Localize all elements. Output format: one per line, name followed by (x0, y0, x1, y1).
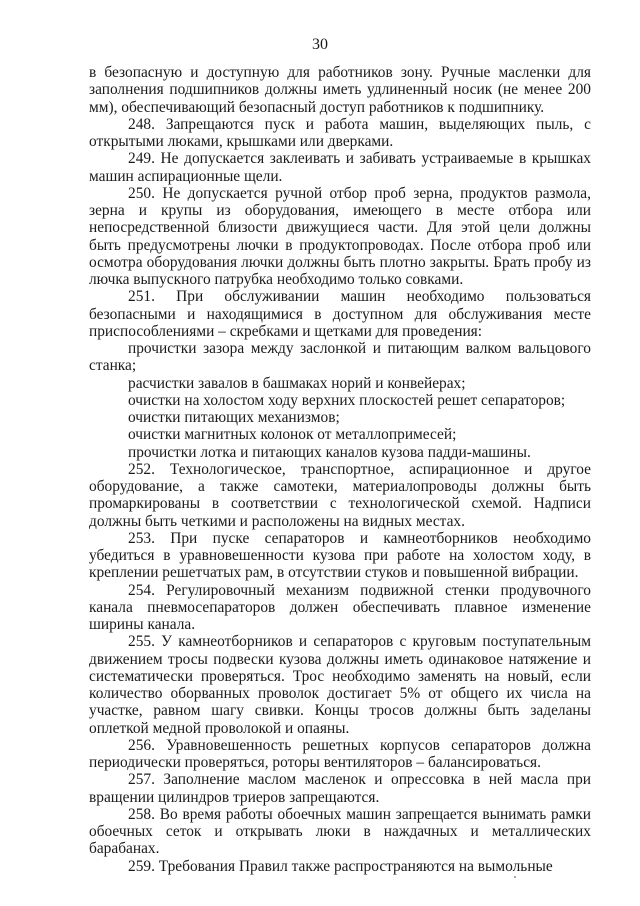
list-item-feeder-cleaning: очистки питающих механизмов; (128, 409, 340, 426)
paragraph-252: 252. Технологическое, транспортное, аспирационное и другое оборудование, а также самотеки, материалопроводы должны быть промаркированы в соответствии с технологической схемой. Надписи должны быть четкими и расположены на видных местах. (89, 460, 591, 530)
paragraph-255: 255. У камнеотборников и сепараторов с круговым поступательным движением тросы подвески кузова должны иметь одинаковое натяжение и систематически проверяться. Трос необходимо заменять на новый, если количество оборванных проволок достигает 5% от общего их числа на участке, равном шагу свивки. Концы тросов должны быть заделаны оплеткой медной проволокой и опаяны. (89, 633, 591, 737)
scan-speck (514, 876, 516, 878)
paragraph-256: 256. Уравновешенность решетных корпусов сепараторов должна периодически проверяться, роторы вентиляторов – балансироваться. (89, 736, 591, 771)
page-number: 30 (312, 36, 328, 53)
paragraph-248: 248. Запрещаются пуск и работа машин, выделяющих пыль, с открытыми люками, крышками или дверками. (89, 115, 591, 150)
list-item-gap-cleaning: прочистки зазора между заслонкой и питающим валком вальцового станка; (89, 340, 591, 375)
paragraph-259: 259. Требования Правил также распространяются на вымольные (128, 857, 553, 875)
list-item-sieve-cleaning: очистки на холостом ходу верхних плоскостей решет сепараторов; (128, 391, 566, 409)
paragraph-249: 249. Не допускается заклеивать и забивать устраиваемые в крышках машин аспирационные щели. (89, 150, 591, 185)
paragraph-254: 254. Регулировочный механизм подвижной стенки продувочного канала пневмосепараторов должен обеспечивать плавное изменение ширины канала. (89, 581, 591, 633)
paragraph-251: 251. При обслуживании машин необходимо пользоваться безопасными и находящимися в доступном для обслуживания месте приспособлениями – скребками и щетками для проведения: (89, 288, 591, 340)
list-item-jam-clearing: расчистки завалов в башмаках норий и конвейерах; (128, 374, 466, 392)
paragraph-continuation: в безопасную и доступную для работников зону. Ручные масленки для заполнения подшипников должны иметь удлиненный носик (не менее 200 мм), обеспечивающий безопасный доступ работников к подшипнику. (89, 64, 591, 116)
list-item-magnet-cleaning: очистки магнитных колонок от металлопримесей; (128, 426, 457, 444)
paragraph-257: 257. Заполнение маслом масленок и опрессовка в ней масла при вращении цилиндров триеров запрещаются. (89, 771, 591, 806)
paragraph-258: 258. Во время работы обоечных машин запрещается вынимать рамки обоечных сеток и открывать люки в наждачных и металлических барабанах. (89, 805, 591, 858)
list-item-tray-cleaning: прочистки лотка и питающих каналов кузова падди-машины. (128, 443, 531, 461)
paragraph-250: 250. Не допускается ручной отбор проб зерна, продуктов размола, зерна и крупы из оборудования, имеющего в месте отбора или непосредственной близости движущиеся части. Для этой цели должны быть предусмотрены лючки в продуктопроводах. После отбора проб или осмотра оборудования лючки должны быть плотно закрыты. Брать пробу из лючка выпускного патрубка необходимо только совками. (89, 184, 591, 288)
page-body (89, 64, 591, 875)
paragraph-253: 253. При пуске сепараторов и камнеотборников необходимо убедиться в уравновешенности кузова при работе на холостом ходу, в креплении решетчатых рам, в отсутствии стуков и повышенной вибрации. (89, 529, 591, 582)
